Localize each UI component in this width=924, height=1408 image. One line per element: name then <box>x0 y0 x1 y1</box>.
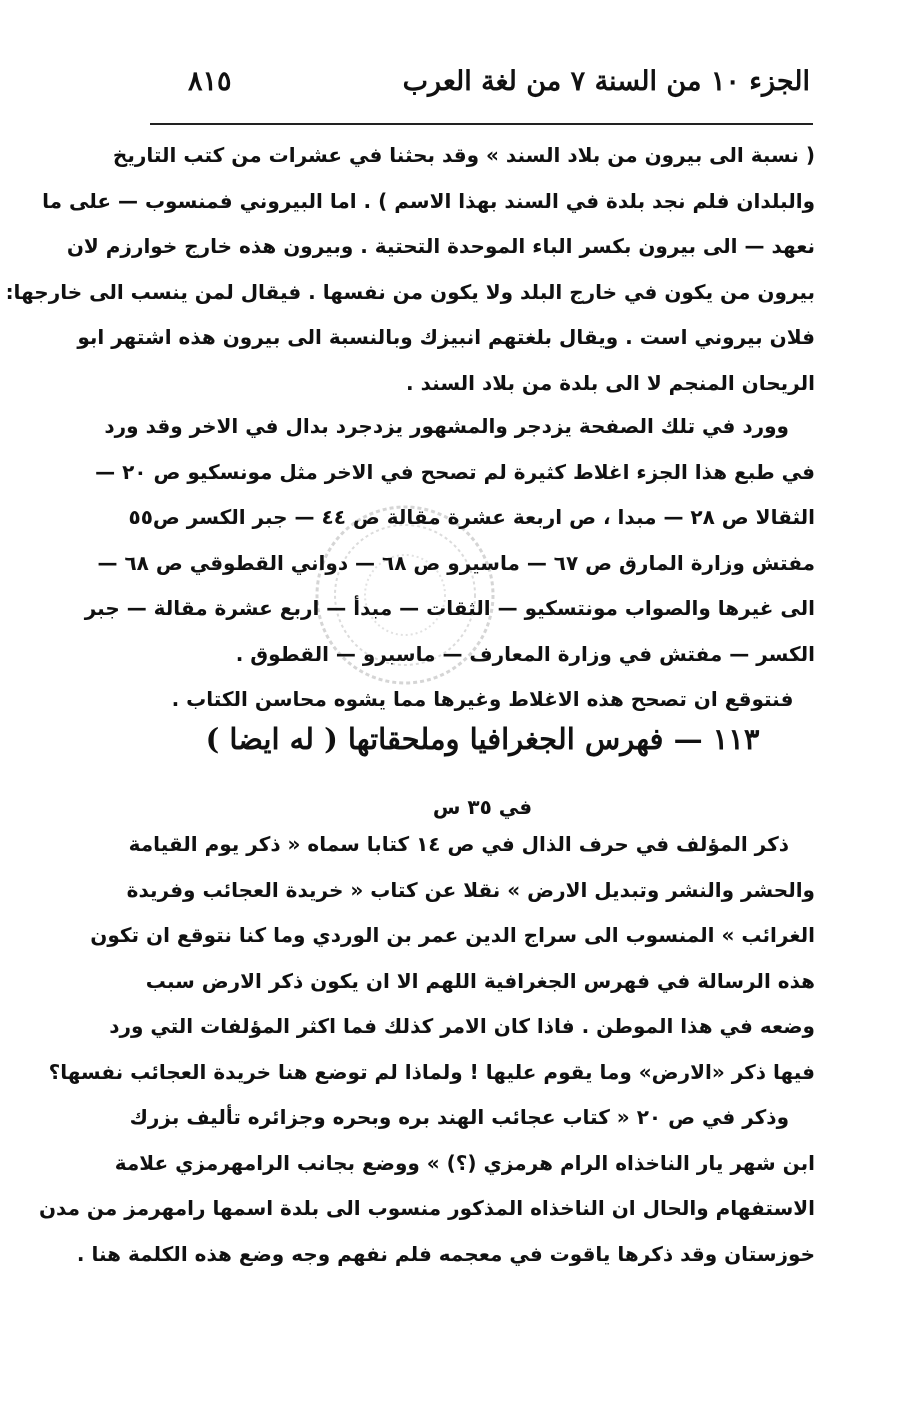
text-line: فلان بيروني است . ويقال بلغتهم انبيزك وبالنسبة الى بيرون هذه اشتهر ابو <box>77 325 815 349</box>
page-number: ٨١٥ <box>188 66 232 97</box>
page-header <box>150 66 810 116</box>
text-line: والبلدان فلم نجد بلدة في السند بهذا الاسم ) . اما البيروني فمنسوب — على ما <box>42 188 815 213</box>
text-line: الريحان المنجم لا الى بلدة من بلاد السند . <box>406 370 815 395</box>
text-line: الثقالا ص ٢٨ — مبدا ، ص اربعة عشرة مقالة ص ٤٤ — جبر الكسر ص٥٥ <box>128 505 815 529</box>
text-line: في طبع هذا الجزء اغلاط كثيرة لم تصحح في الاخر مثل مونسكيو ص ٢٠ — <box>95 459 815 484</box>
text-line: خوزستان وقد ذكرها ياقوت في معجمه فلم نفهم وجه وضع هذه الكلمة هنا . <box>76 1241 815 1266</box>
text-line: ( نسبة الى بيرون من بلاد السند » وقد بحثنا في عشرات من كتب التاريخ <box>112 143 815 167</box>
text-line: وورد في تلك الصفحة يزدجر والمشهور يزدجرد بدال في الاخر وقد ورد <box>104 414 789 438</box>
text-line: بيرون من يكون في خارج البلد ولا يكون من نفسها . فيقال لمن ينسب الى خارجها: <box>5 279 815 304</box>
text-line: الكسر — مفتش في وزارة المعارف — ماسبرو — القطوق . <box>235 641 815 666</box>
text-line: وضعه في هذا الموطن . فاذا كان الامر كذلك فما اكثر المؤلفات التي ورد <box>109 1014 815 1038</box>
running-title: الجزء ١٠ من السنة ٧ من لغة العرب <box>402 66 810 97</box>
text-line: وذكر في ص ٢٠ « كتاب عجائب الهند بره وبحره وجزائره تأليف بزرك <box>129 1105 789 1129</box>
text-line: الى غيرها والصواب مونتسكيو — الثقات — مبدأ — اربع عشرة مقالة — جبر <box>84 596 815 620</box>
text-line: ابن شهر يار الناخذاه الرام هرمزي (؟) » ووضع بجانب الرامهرمزي علامة <box>114 1150 815 1175</box>
text-line: فيها ذكر «الارض» وما يقوم عليها ! ولماذا لم توضع هنا خريدة العجائب نفسها؟ <box>48 1059 815 1084</box>
sub-heading: في ٣٥ س <box>432 795 533 819</box>
section-heading: ١١٣ — فهرس الجغرافيا وملحقاتها ( له ايضا ) <box>205 722 760 756</box>
paragraph-errata <box>84 404 815 723</box>
text-line: الغرائب » المنسوب الى سراج الدين عمر بن الوردي وما كنا نتوقع ان تكون <box>90 923 815 947</box>
paragraph-biruni <box>5 133 815 406</box>
text-line: والحشر والنشر وتبديل الارض » نقلا عن كتاب « خريدة العجائب وفريدة <box>126 877 815 902</box>
text-line: مفتش وزارة المارق ص ٦٧ — ماسيرو ص ٦٨ — دواني القطوقي ص ٦٨ — <box>97 550 815 575</box>
text-line: فنتوقع ان تصحح هذه الاغلاط وغيرها مما يشوه محاسن الكتاب . <box>171 687 794 711</box>
text-line: نعهد — الى بيرون بكسر الباء الموحدة التحتية . وبيرون هذه خارج خوارزم لان <box>66 234 815 258</box>
header-rule <box>150 123 813 125</box>
text-line: الاستفهام والحال ان الناخذاه المذكور منسوب الى بلدة اسمها رامهرمز من مدن <box>38 1196 815 1220</box>
text-line: هذه الرسالة في فهرس الجغرافية اللهم الا ان يكون ذكر الارض سبب <box>145 968 815 993</box>
text-line: ذكر المؤلف في حرف الذال في ص ١٤ كتابا سماه « ذكر يوم القيامة <box>128 832 789 856</box>
paragraph-geography-index <box>38 822 815 1277</box>
